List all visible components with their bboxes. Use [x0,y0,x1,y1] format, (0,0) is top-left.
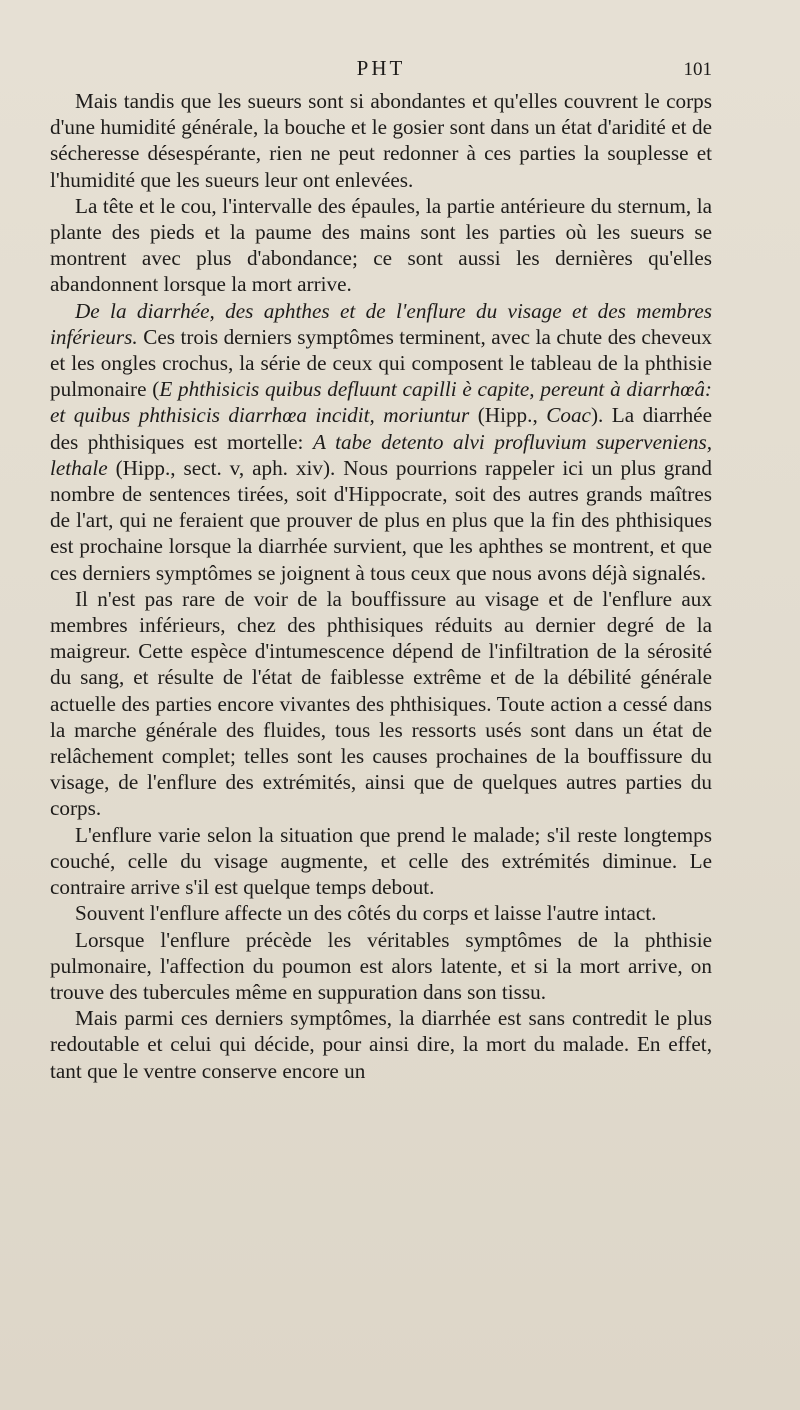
paragraph-6: Souvent l'enflure affecte un des côtés du corps et laisse l'autre intact. [75,901,657,926]
paragraph-3-text-4: (Hipp., sect. v, aph. xiv). Nous pourrions rappeler ici un plus grand nombre de sentences tirées, soit d'Hippocrate, soit des autres grands maîtres de l'art, qui ne feraient que prouver de plus en plus que la fin des phthisiques est prochaine lorsque la diarrhée survient, que les aphthes se montrent, et que ces derniers symptômes se joignent à tous ceux que nous avons déjà signalés. [50,455,712,585]
paragraph-3 [50,298,712,586]
paragraph-3-text-1: Ces trois derniers symptômes terminent, avec la chute des cheveux et les ongles crochus, la série de ceux qui composent le tableau de la phthisie pulmonaire ( [50,324,712,402]
latin-quote-2: A tabe detento alvi profluvium superveniens, lethale [50,429,712,480]
running-head: PHT [356,56,406,80]
paragraph-5: L'enflure varie selon la situation que prend le malade; s'il reste longtemps couché, celle du visage augmente, et celle des extrémités diminue. Le contraire arrive s'il est quelque temps debout. [50,822,712,900]
paragraph-4: Il n'est pas rare de voir de la bouffissure au visage et de l'enflure aux membres inférieurs, chez des phthisiques réduits au dernier degré de la maigreur. Cette espèce d'intumescence dépend de l'infiltration de la sérosité du sang, et résulte de l'état de faiblesse extrême et de la débilité générale actuelle des parties encore vivantes des phthisiques. Toute action a cessé dans la marche générale des fluides, tous les ressorts usés sont dans un état de relâchement complet; telles sont les causes prochaines de la bouffissure du visage, de l'enflure des extrémités, ainsi que de quelques autres parties du corps. [50,586,712,821]
page-header [50,56,712,86]
section-heading: De la diarrhée, des aphthes et de l'enflure du visage et des membres inférieurs. [50,298,712,349]
latin-quote-1: E phthisicis quibus defluunt capilli è capite, pereunt à diarrhœâ: et quibus phthisicis diarrhœa incidit, moriuntur [50,377,712,428]
paragraph-1: Mais tandis que les sueurs sont si abondantes et qu'elles couvrent le corps d'une humidité générale, la bouche et le gosier sont dans un état d'aridité et de sécheresse désespérante, rien ne peut redonner à ces parties la souplesse et l'humidité que les sueurs leur ont enlevées. [50,89,712,192]
body-text [50,88,712,1084]
page-number: 101 [683,59,712,80]
paragraph-3-text-3: ). La diarrhée des phthisiques est mortelle: [50,403,712,454]
coac-citation: Coac [546,403,591,428]
paragraph-8: Mais parmi ces derniers symptômes, la diarrhée est sans contredit le plus redoutable et celui qui décide, pour ainsi dire, la mort du malade. En effet, tant que le ventre conserve encore un [50,1006,712,1083]
paragraph-2: La tête et le cou, l'intervalle des épaules, la partie antérieure du sternum, la plante des pieds et la paume des mains sont les parties où les sueurs se montrent avec plus d'abondance; ce sont aussi les dernières qu'elles abandonnent lorsque la mort arrive. [50,193,712,297]
paragraph-7: Lorsque l'enflure précède les véritables symptômes de la phthisie pulmonaire, l'affection du poumon est alors latente, et si la mort arrive, on trouve des tubercules même en suppuration dans son tissu. [50,927,712,1004]
paragraph-3-text-2: (Hipp., [469,403,547,428]
